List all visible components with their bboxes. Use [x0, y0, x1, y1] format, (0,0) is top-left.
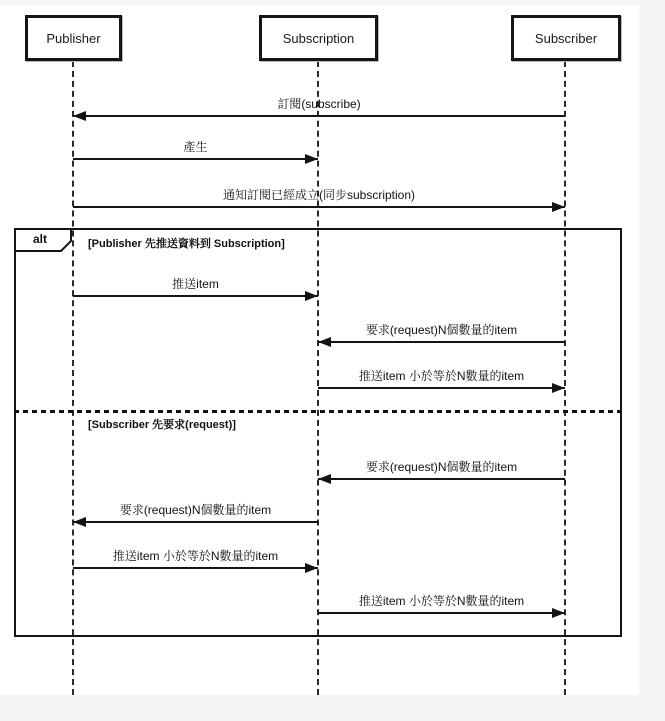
message-line-9 [73, 567, 318, 569]
message-label-9: 推送item 小於等於N數量的item [112, 549, 279, 563]
message-label-2: 產生 [183, 140, 208, 154]
participant-subscriber: Subscriber [511, 15, 621, 61]
message-line-10 [318, 612, 565, 614]
participant-publisher: Publisher [25, 15, 122, 61]
message-label-6: 推送item 小於等於N數量的item [358, 369, 525, 383]
message-line-5 [318, 341, 565, 343]
message-label-7: 要求(request)N個數量的item [365, 460, 518, 474]
message-label-8: 要求(request)N個數量的item [119, 503, 272, 517]
message-line-8 [73, 521, 318, 523]
alt-guard-publisher-first: [Publisher 先推送資料到 Subscription] [88, 238, 285, 250]
alt-guard-subscriber-first: [Subscriber 先要求(request)] [88, 419, 236, 431]
message-label-10: 推送item 小於等於N數量的item [358, 594, 525, 608]
message-line-7 [318, 478, 565, 480]
alt-operator-label: alt [32, 232, 47, 246]
message-label-5: 要求(request)N個數量的item [365, 323, 518, 337]
message-line-1 [73, 115, 565, 117]
alt-section-divider [14, 410, 622, 413]
message-label-4: 推送item [172, 277, 219, 291]
message-line-2 [73, 158, 318, 160]
message-label-3: 通知訂閱已經成立(同步subscription) [222, 188, 416, 202]
message-line-3 [73, 206, 565, 208]
message-label-1: 訂閱(subscribe) [277, 97, 361, 111]
message-line-4 [73, 295, 318, 297]
message-line-6 [318, 387, 565, 389]
participant-subscription: Subscription [259, 15, 378, 61]
